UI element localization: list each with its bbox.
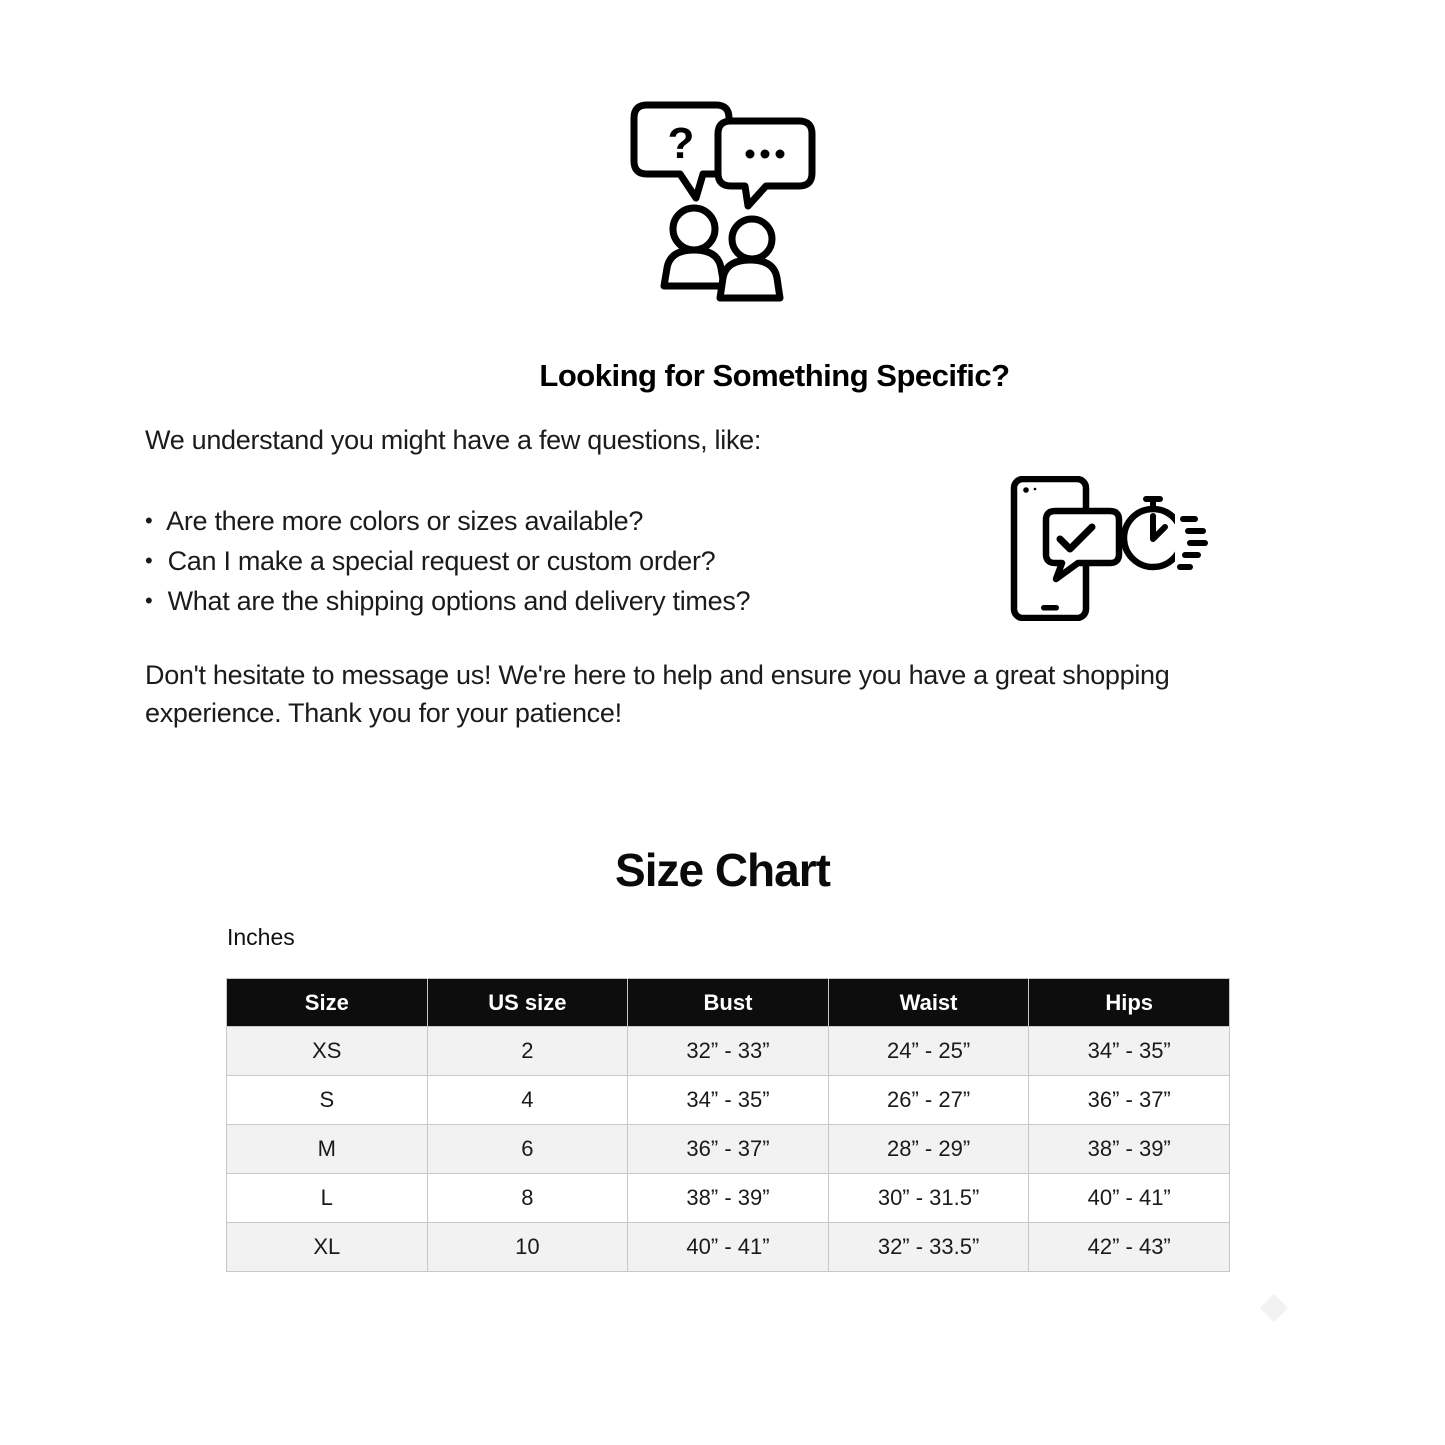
table-cell: 36” - 37” [628,1125,829,1174]
table-cell: 40” - 41” [1029,1174,1230,1223]
column-header-bust: Bust [628,979,829,1027]
table-cell: 8 [427,1174,628,1223]
table-cell: 32” - 33.5” [828,1223,1029,1272]
table-cell: 36” - 37” [1029,1076,1230,1125]
table-cell: 30” - 31.5” [828,1174,1029,1223]
size-chart-table [226,978,1230,1272]
watermark [1260,1294,1288,1322]
clock-hands [1153,516,1165,539]
table-row [227,1076,1230,1125]
ellipsis-dots [746,150,785,159]
table-cell: 26” - 27” [828,1076,1029,1125]
table-cell: 42” - 43” [1029,1223,1230,1272]
table-cell: 24” - 25” [828,1027,1029,1076]
table-cell: 32” - 33” [628,1027,829,1076]
table-cell: 38” - 39” [628,1174,829,1223]
table-row [227,1125,1230,1174]
table-cell: 6 [427,1125,628,1174]
intro-text: We understand you might have a few questions, like: [145,425,762,455]
question-text: Are there more colors or sizes available? [166,506,644,536]
table-row [227,1027,1230,1076]
table-cell: XS [227,1027,428,1076]
person-left-icon [664,208,724,286]
question-text: What are the shipping options and delivery times? [167,586,751,616]
bullet-marker: • [145,588,153,613]
question-text: Can I make a special request or custom order? [167,546,716,576]
table-cell: 2 [427,1027,628,1076]
column-header-us-size: US size [427,979,628,1027]
table-header-row [227,979,1230,1027]
column-header-waist: Waist [828,979,1029,1027]
quick-reply-icon [1010,476,1210,621]
table-row [227,1174,1230,1223]
column-header-hips: Hips [1029,979,1230,1027]
phone-camera-dot [1023,487,1029,493]
person-right-icon [720,219,780,298]
bullet-marker: • [145,548,153,573]
stopwatch-crown-stem [1150,501,1156,512]
bullet-marker: • [145,508,153,533]
units-label: Inches [227,924,295,950]
section-heading: Looking for Something Specific? [539,358,1010,393]
phone-home-bar [1041,605,1059,611]
table-row [227,1223,1230,1272]
column-header-size: Size [227,979,428,1027]
phone-camera-speck [1034,488,1037,491]
table-cell: S [227,1076,428,1125]
table-cell: 34” - 35” [628,1076,829,1125]
table-cell: L [227,1174,428,1223]
question-mark: ? [667,119,695,168]
table-cell: 10 [427,1223,628,1272]
questions-list [145,502,750,622]
table-cell: 28” - 29” [828,1125,1029,1174]
table-cell: 40” - 41” [628,1223,829,1272]
stopwatch-icon [1124,496,1208,570]
ellipsis-bubble [718,121,812,206]
table-cell: M [227,1125,428,1174]
table-cell: 38” - 39” [1029,1125,1230,1174]
stopwatch-crown-bar [1143,496,1163,502]
chat-people-icon [628,100,828,305]
outro-text: Don't hesitate to message us! We're here to help and ensure you have a great shopping experience. Thank you for your patience! [145,660,1170,728]
question-item [145,582,750,622]
table-cell: 4 [427,1076,628,1125]
size-chart-title: Size Chart [615,844,830,896]
table-cell: XL [227,1223,428,1272]
question-item [145,502,750,542]
table-cell: 34” - 35” [1029,1027,1230,1076]
question-item [145,542,750,582]
